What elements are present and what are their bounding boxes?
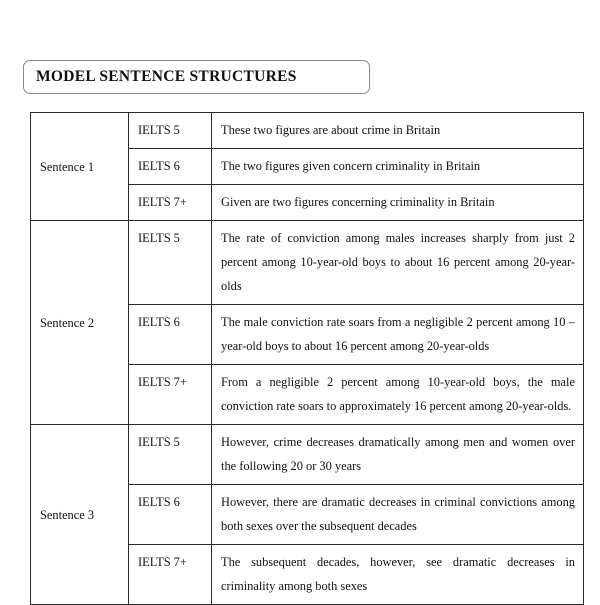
ielts-level-label: IELTS 7+ <box>129 545 212 605</box>
sentence-text: The subsequent decades, however, see dramatic decreases in criminality among both sexes <box>212 545 584 605</box>
table-row <box>31 221 584 305</box>
ielts-level-label: IELTS 6 <box>129 485 212 545</box>
sentence-group-label: Sentence 1 <box>31 113 129 221</box>
page-title: MODEL SENTENCE STRUCTURES <box>36 68 297 85</box>
sentence-text: The rate of conviction among males increases sharply from just 2 percent among 10-year-old boys to about 16 percent among 20-year-olds <box>212 221 584 305</box>
sentence-text: The two figures given concern criminality in Britain <box>212 149 584 185</box>
ielts-level-label: IELTS 6 <box>129 149 212 185</box>
ielts-level-label: IELTS 7+ <box>129 185 212 221</box>
sentence-text: From a negligible 2 percent among 10-year-old boys, the male conviction rate soars to approximately 16 percent among 20-year-olds. <box>212 365 584 425</box>
table-row <box>31 113 584 149</box>
ielts-level-label: IELTS 6 <box>129 305 212 365</box>
model-sentence-structures-table <box>30 112 584 605</box>
page-title-box <box>23 60 370 94</box>
sentence-text: These two figures are about crime in Britain <box>212 113 584 149</box>
ielts-level-label: IELTS 5 <box>129 425 212 485</box>
sentence-group-label: Sentence 2 <box>31 221 129 425</box>
sentence-text: Given are two figures concerning criminality in Britain <box>212 185 584 221</box>
ielts-level-label: IELTS 5 <box>129 113 212 149</box>
sentence-text: However, crime decreases dramatically among men and women over the following 20 or 30 years <box>212 425 584 485</box>
table-row <box>31 425 584 485</box>
sentence-group-label: Sentence 3 <box>31 425 129 605</box>
ielts-level-label: IELTS 7+ <box>129 365 212 425</box>
sentence-text: The male conviction rate soars from a negligible 2 percent among 10 –year-old boys to about 16 percent among 20-year-olds <box>212 305 584 365</box>
ielts-level-label: IELTS 5 <box>129 221 212 305</box>
sentence-text: However, there are dramatic decreases in criminal convictions among both sexes over the subsequent decades <box>212 485 584 545</box>
